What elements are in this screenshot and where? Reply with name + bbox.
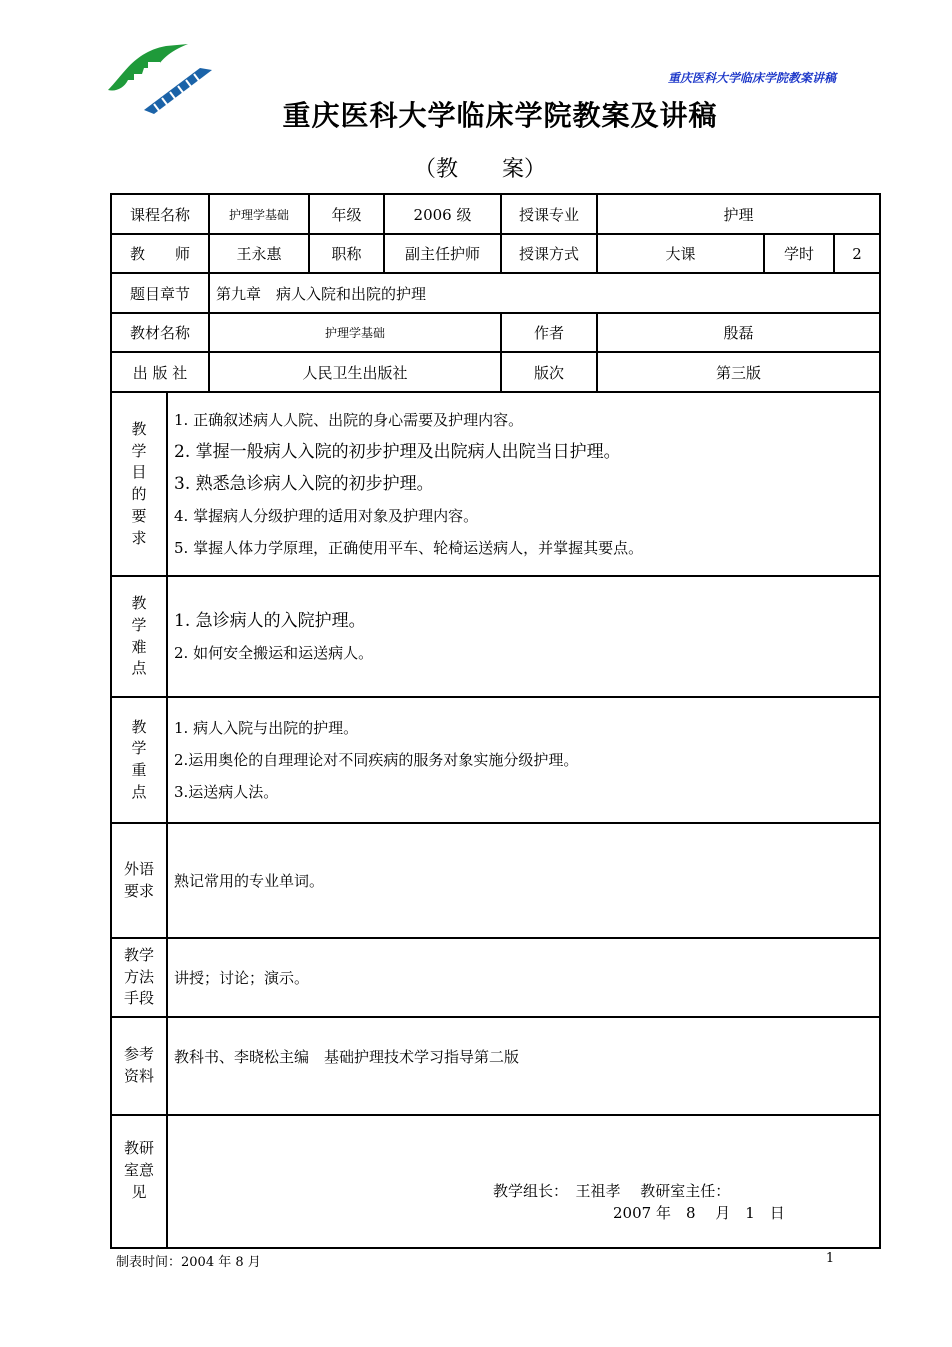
review-row <box>111 1115 880 1248</box>
logo-cross-horizontal <box>134 74 174 86</box>
objectives-content <box>167 392 880 576</box>
review-date: 2007 年 8 月 1 日 <box>613 1204 785 1222</box>
objective-item: 2. 掌握一般病人入院的初步护理及出院病人出院当日护理。 <box>174 442 621 462</box>
hours-label: 学时 <box>764 234 834 273</box>
course-row <box>111 194 880 234</box>
major-label: 授课专业 <box>501 194 597 234</box>
difficulty-item: 1. 急诊病人的入院护理。 <box>174 610 366 631</box>
key-point-item: 2.运用奥伦的自理理论对不同疾病的服务对象实施分级护理。 <box>174 751 579 769</box>
key-point-item: 1. 病人入院与出院的护理。 <box>174 719 359 737</box>
teacher-value: 王永惠 <box>209 234 309 273</box>
title-value: 副主任护师 <box>384 234 501 273</box>
foreign-language-label: 外语 要求 <box>111 823 167 938</box>
page-number: 1 <box>825 1251 835 1266</box>
mode-value: 大课 <box>597 234 764 273</box>
hours-value: 2 <box>834 234 880 273</box>
objectives-label: 教 学 目 的 要 求 <box>111 392 167 576</box>
header-tag: 重庆医科大学临床学院教案讲稿 <box>667 71 836 85</box>
foreign-language-row <box>111 823 880 938</box>
methods-value: 讲授；讨论；演示。 <box>167 938 880 1017</box>
difficulties-label: 教 学 难 点 <box>111 576 167 697</box>
key-points-row <box>111 697 880 823</box>
key-points-label: 教 学 重 点 <box>111 697 167 823</box>
methods-label: 教学 方法 手段 <box>111 938 167 1017</box>
difficulty-item: 2. 如何安全搬运和运送病人。 <box>174 643 374 662</box>
textbook-label: 教材名称 <box>111 313 209 352</box>
publisher-label: 出 版 社 <box>111 352 209 392</box>
objective-item: 4. 掌握病人分级护理的适用对象及护理内容。 <box>174 507 479 525</box>
key-point-item: 3.运送病人法。 <box>174 783 279 801</box>
difficulties-content <box>167 576 880 697</box>
university-logo <box>104 40 216 120</box>
publisher-value: 人民卫生出版社 <box>209 352 501 392</box>
objectives-row <box>111 392 880 576</box>
title-label: 职称 <box>309 234 384 273</box>
course-label: 课程名称 <box>111 194 209 234</box>
document-subtitle: （教 案） <box>413 157 546 182</box>
review-content <box>167 1115 880 1248</box>
footer-made-time: 制表时间：2004 年 8 月 <box>116 1255 261 1270</box>
topic-row <box>111 273 880 313</box>
topic-label: 题目章节 <box>111 273 209 313</box>
teacher-label: 教 师 <box>111 234 209 273</box>
references-label: 参考 资料 <box>111 1017 167 1115</box>
textbook-row <box>111 313 880 352</box>
review-label: 教研 室意 见 <box>111 1115 167 1248</box>
course-value: 护理学基础 <box>209 194 309 234</box>
objective-item: 3. 熟悉急诊病人入院的初步护理。 <box>174 474 434 494</box>
mode-label: 授课方式 <box>501 234 597 273</box>
major-value: 护理 <box>597 194 880 234</box>
edition-label: 版次 <box>501 352 597 392</box>
difficulties-row <box>111 576 880 697</box>
review-signature: 教学组长： 王祖孝 教研室主任： <box>493 1182 731 1200</box>
grade-value: 2006 级 <box>384 194 501 234</box>
author-label: 作者 <box>501 313 597 352</box>
references-value: 教科书、李晓松主编 基础护理技术学习指导第二版 <box>167 1017 880 1115</box>
lesson-plan-table <box>110 193 881 1249</box>
grade-label: 年级 <box>309 194 384 234</box>
edition-value: 第三版 <box>597 352 880 392</box>
topic-value: 第九章 病人入院和出院的护理 <box>209 273 880 313</box>
textbook-value: 护理学基础 <box>209 313 501 352</box>
foreign-language-value: 熟记常用的专业单词。 <box>167 823 880 938</box>
key-points-content <box>167 697 880 823</box>
objective-item: 1. 正确叙述病人人院、出院的身心需要及护理内容。 <box>174 411 524 429</box>
teacher-row <box>111 234 880 273</box>
publisher-row <box>111 352 880 392</box>
methods-row <box>111 938 880 1017</box>
references-row <box>111 1017 880 1115</box>
objective-item: 5. 掌握人体力学原理，正确使用平车、轮椅运送病人，并掌握其要点。 <box>174 539 644 557</box>
document-title: 重庆医科大学临床学院教案及讲稿 <box>282 99 718 132</box>
author-value: 殷磊 <box>597 313 880 352</box>
